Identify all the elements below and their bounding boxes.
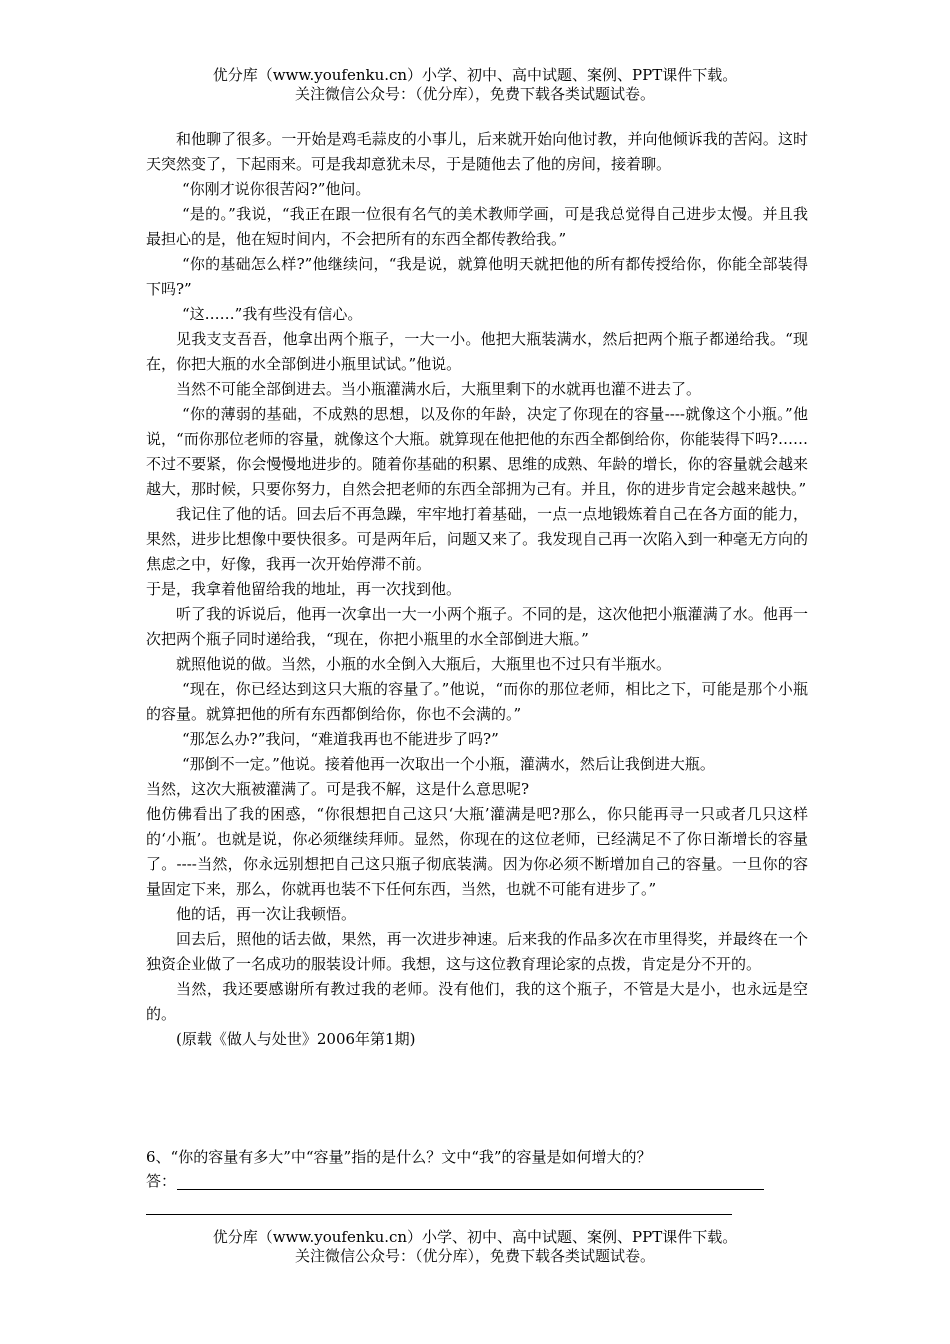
paragraph: 当然，我还要感谢所有教过我的老师。没有他们，我的这个瓶子，不管是大是小，也永远是空的。 bbox=[146, 980, 808, 1023]
article-body bbox=[146, 127, 808, 1052]
footer-divider bbox=[146, 1214, 732, 1215]
paragraph: 当然不可能全部倒进去。当小瓶灌满水后，大瓶里剩下的水就再也灌不进去了。 bbox=[176, 380, 702, 398]
paragraph: 见我支支吾吾，他拿出两个瓶子，一大一小。他把大瓶装满水，然后把两个瓶子都递给我。“现在，你把大瓶的水全部倒进小瓶里试试。”他说。 bbox=[146, 330, 808, 373]
paragraph: 听了我的诉说后，他再一次拿出一大一小两个瓶子。不同的是，这次他把小瓶灌满了水。他再一次把两个瓶子同时递给我，“现在，你把小瓶里的水全部倒进大瓶。” bbox=[146, 605, 808, 648]
footer-line-2: 关注微信公众号：（优分库），免费下载各类试题试卷。 bbox=[294, 1247, 655, 1265]
paragraph: 他仿佛看出了我的困惑，“你很想把自己这只‘大瓶’灌满是吧?那么，你只能再寻一只或者几只这样的‘小瓶’。也就是说，你必须继续拜师。显然，你现在的这位老师，已经满足不了你日渐增长的容量了。----当然，你永远别想把自己这只瓶子彻底装满。因为你必须不断增加自己的容量。一旦你的容量固定下来，那么，你就再也装不下任何东西，当然，也就不可能有进步了。” bbox=[146, 805, 808, 898]
paragraph: 和他聊了很多。一开始是鸡毛蒜皮的小事儿，后来就开始向他讨教，并向他倾诉我的苦闷。这时天突然变了，下起雨来。可是我却意犹未尽，于是随他去了他的房间，接着聊。 bbox=[146, 130, 808, 173]
answer-line[interactable] bbox=[177, 1189, 764, 1190]
paragraph: “现在，你已经达到这只大瓶的容量了。”他说，“而你的那位老师，相比之下，可能是那个小瓶的容量。就算把他的所有东西都倒给你，你也不会满的。” bbox=[146, 680, 808, 723]
paragraph: “你刚才说你很苦闷?”他问。 bbox=[182, 180, 371, 198]
page-header bbox=[0, 66, 950, 104]
paragraph: “那倒不一定。”他说。接着他再一次取出一个小瓶，灌满水，然后让我倒进大瓶。 bbox=[182, 755, 715, 773]
paragraph: 他的话，再一次让我顿悟。 bbox=[176, 905, 357, 923]
footer-line-1: 优分库（www.youfenku.cn）小学、初中、高中试题、案例、PPT课件下载。 bbox=[212, 1228, 738, 1246]
paragraph: 回去后，照他的话去做，果然，再一次进步神速。后来我的作品多次在市里得奖，并最终在一个独资企业做了一名成功的服装设计师。我想，这与这位教育理论家的点拨，肯定是分不开的。 bbox=[146, 930, 808, 973]
paragraph: “是的。”我说，“我正在跟一位很有名气的美术教师学画，可是我总觉得自己进步太慢。并且我最担心的是，他在短时间内，不会把所有的东西全都传教给我。” bbox=[146, 205, 808, 248]
paragraph: “你的薄弱的基础，不成熟的思想，以及你的年龄，决定了你现在的容量----就像这个小瓶。”他说，“而你那位老师的容量，就像这个大瓶。就算现在他把他的东西全都倒给你，你能装得下吗?……不过不要紧，你会慢慢地进步的。随着你基础的积累、思维的成熟、年龄的增长，你的容量就会越来越大，那时候，只要你努力，自然会把老师的东西全部拥为己有。并且，你的进步肯定会越来越快。” bbox=[146, 405, 808, 498]
paragraph: 就照他说的做。当然，小瓶的水全倒入大瓶后，大瓶里也不过只有半瓶水。 bbox=[176, 655, 672, 673]
paragraph: “那怎么办?”我问，“难道我再也不能进步了吗?” bbox=[182, 730, 499, 748]
paragraph: 于是，我拿着他留给我的地址，再一次找到他。 bbox=[146, 580, 462, 598]
paragraph: 当然，这次大瓶被灌满了。可是我不解，这是什么意思呢? bbox=[146, 780, 530, 798]
paragraph: 我记住了他的话。回去后不再急躁，牢牢地打着基础，一点一点地锻炼着自己在各方面的能力，果然，进步比想像中要快很多。可是两年后，问题又来了。我发现自己再一次陷入到一种毫无方向的焦虑之中，好像，我再一次开始停滞不前。 bbox=[146, 505, 808, 573]
paragraph: “你的基础怎么样?”他继续问，“我是说，就算他明天就把他的所有都传授给你，你能全部装得下吗?” bbox=[146, 255, 808, 298]
header-line-1: 优分库（www.youfenku.cn）小学、初中、高中试题、案例、PPT课件下载。 bbox=[212, 66, 738, 84]
question-6: 6、“你的容量有多大”中“容量”指的是什么？文中“我”的容量是如何增大的？ bbox=[146, 1148, 652, 1166]
header-line-2: 关注微信公众号：（优分库），免费下载各类试题试卷。 bbox=[294, 85, 655, 103]
answer-label: 答： bbox=[146, 1172, 177, 1190]
paragraph: “这……”我有些没有信心。 bbox=[182, 305, 363, 323]
page-footer bbox=[0, 1228, 950, 1266]
source-citation: (原载《做人与处世》2006年第1期) bbox=[176, 1030, 416, 1048]
